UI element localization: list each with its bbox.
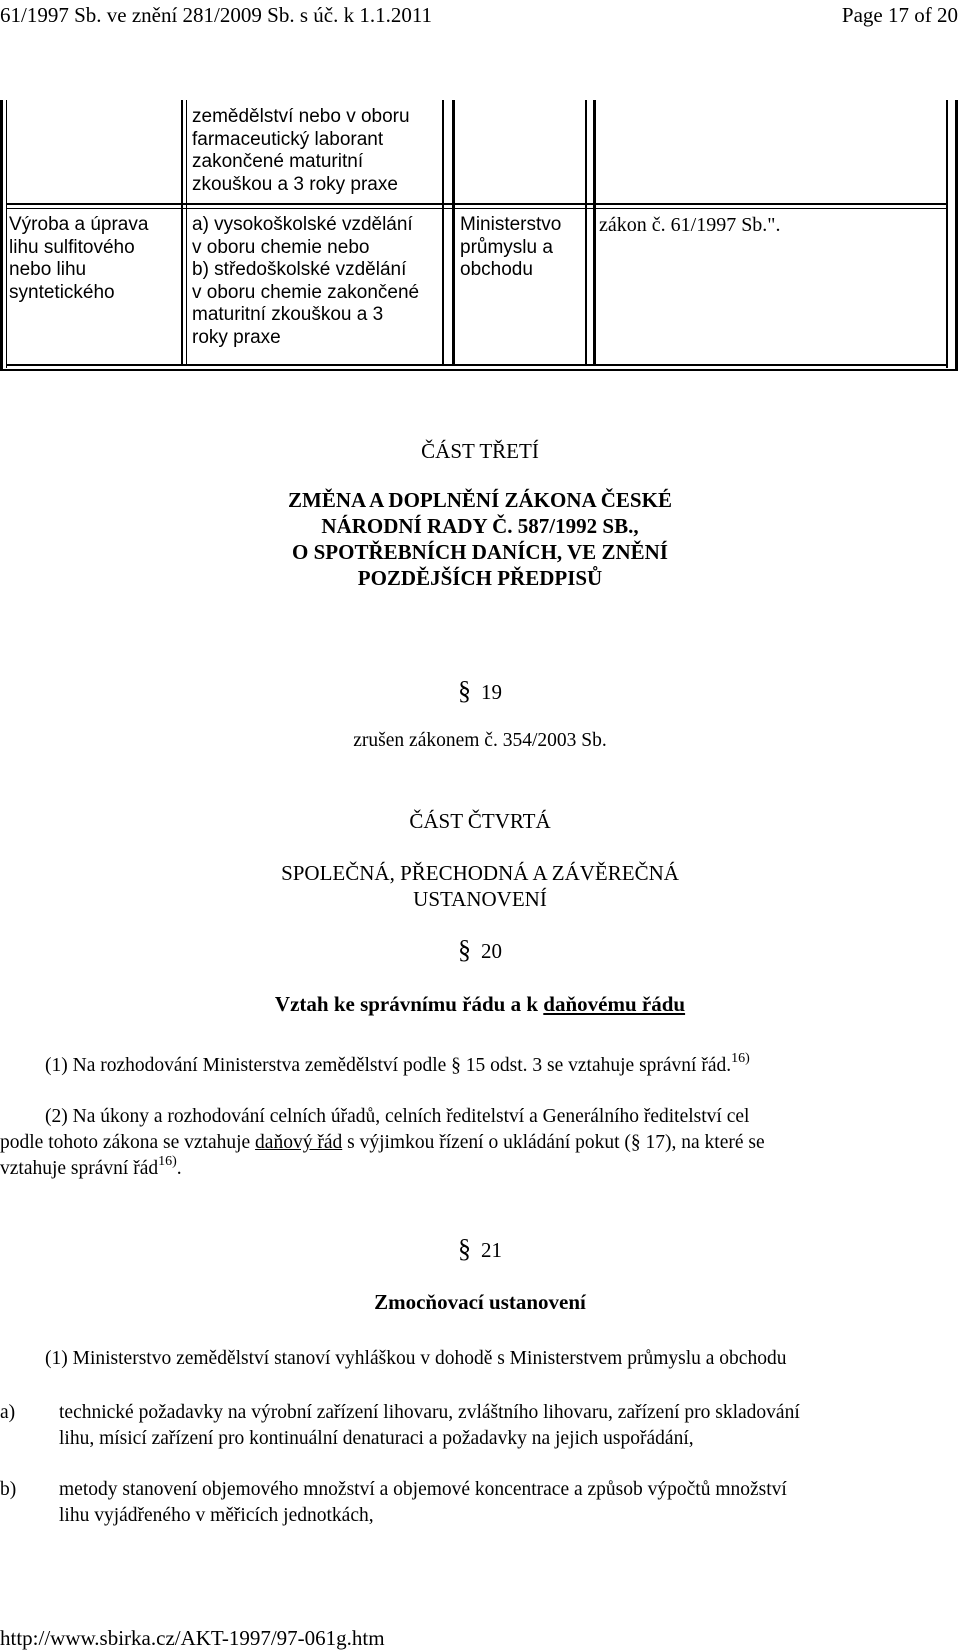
cell-line: maturitní zkouškou a 3 (192, 304, 384, 325)
section-number-value: 19 (481, 680, 502, 704)
cell-line: a) vysokoškolské vzdělání (192, 214, 413, 235)
tax-code-link[interactable]: daňovému řádu (543, 992, 686, 1016)
cell-line: obchodu (460, 259, 533, 280)
section-symbol: § (451, 1055, 461, 1076)
cell-line: nebo lihu (9, 259, 87, 280)
table-border (585, 100, 587, 366)
paragraph-line: technické požadavky na výrobní zařízení lihovaru, zvláštního lihovaru, zařízení pro skladování (59, 1402, 800, 1423)
section-symbol: § (630, 1132, 641, 1153)
part-title (0, 860, 960, 912)
section-number (0, 1236, 960, 1263)
qualification-cell-continued (192, 106, 410, 196)
table-border (955, 100, 958, 370)
cell-line: lihu sulfitového (9, 236, 135, 258)
table-border (186, 100, 187, 366)
tax-code-link[interactable]: daňový řád (255, 1132, 343, 1153)
section-symbol: § (458, 935, 471, 964)
paragraph-text: . (176, 1158, 182, 1179)
source-url: http://www.sbirka.cz/AKT-1997/97-061g.htm (0, 1626, 385, 1650)
part-heading: ČÁST TŘETÍ (421, 439, 539, 463)
paragraph-line: (2) Na úkony a rozhodování celních úřadů, celních ředitelství a Generálního ředitelství cel (45, 1106, 750, 1127)
footnote-ref[interactable]: 16) (158, 1154, 177, 1169)
section-number (0, 937, 960, 964)
title-line: POZDĚJŠÍCH PŘEDPISŮ (357, 566, 603, 590)
page-number: Page 17 of 20 (841, 3, 958, 27)
qualification-cell (192, 214, 419, 349)
section-title: Zmocňovací ustanovení (374, 1290, 586, 1314)
paragraph-text: s výjimkou řízení o ukládání pokut ( (342, 1132, 631, 1153)
list-item-text (59, 1400, 800, 1452)
section-symbol: § (458, 1234, 471, 1263)
authority-cell (460, 214, 561, 282)
title-line: NÁRODNÍ RADY Č. 587/1992 SB., (321, 514, 639, 538)
cell-line: roky praxe (192, 326, 281, 348)
cell-line: v oboru chemie nebo (192, 236, 370, 258)
list-item-label: a) (0, 1402, 16, 1423)
cell-line: Ministerstvo (460, 214, 562, 235)
section-title-text: Vztah ke správnímu řádu a k (274, 992, 544, 1016)
table-border (6, 100, 7, 368)
note-cell: zákon č. 61/1997 Sb.". (599, 214, 781, 236)
section-number-value: 21 (481, 1238, 502, 1262)
cell-line: syntetického (9, 281, 115, 303)
paragraph-text: podle tohoto zákona se vztahuje (0, 1132, 256, 1153)
paragraph-line: lihu, mísicí zařízení pro kontinuální denaturaci a požadavky na jejich uspořádání, (59, 1428, 694, 1449)
table-border (593, 100, 596, 366)
table-row-divider (6, 203, 948, 205)
paragraph-text: 17), na které se (640, 1132, 765, 1153)
part-title (0, 487, 960, 591)
paragraph-line: metody stanovení objemového množství a objemové koncentrace a způsob výpočtů množství (59, 1479, 787, 1500)
paragraph-text: vztahuje správní řád (0, 1158, 159, 1179)
paragraph-20-2 (0, 1104, 960, 1184)
section-number-value: 20 (481, 939, 502, 963)
paragraph-20-1 (45, 1053, 750, 1081)
cell-line: v oboru chemie zakončené (192, 281, 420, 303)
cell-line: Výroba a úprava (9, 214, 149, 235)
table-row-divider (6, 208, 948, 209)
section-title (0, 991, 960, 1017)
table-border (181, 100, 183, 366)
cell-line: zemědělství nebo v oboru (192, 106, 410, 127)
part-heading: ČÁST ČTVRTÁ (409, 809, 551, 833)
table-border (0, 100, 3, 370)
table-border (452, 100, 455, 366)
title-line: ZMĚNA A DOPLNĚNÍ ZÁKONA ČESKÉ (288, 488, 672, 512)
document-header-title: 61/1997 Sb. ve znění 281/2009 Sb. s úč. k 1.1.2011 (0, 3, 433, 27)
list-item-label: b) (0, 1479, 17, 1500)
table-border (946, 100, 948, 368)
cell-line: zakončené maturitní (192, 151, 364, 172)
cell-line: zkouškou a 3 roky praxe (192, 173, 398, 195)
list-item-text (59, 1477, 787, 1529)
title-line: SPOLEČNÁ, PŘECHODNÁ A ZÁVĚREČNÁ (281, 861, 679, 885)
activity-cell (9, 214, 148, 304)
section-symbol: § (458, 676, 471, 705)
title-line: O SPOTŘEBNÍCH DANÍCH, VE ZNĚNÍ (292, 540, 668, 564)
paragraph-21-1: (1) Ministerstvo zemědělství stanoví vyhláškou v dohodě s Ministerstvem průmyslu a obchodu (45, 1348, 787, 1369)
paragraph-text: (1) Na rozhodování Ministerstva zemědělství podle (45, 1055, 452, 1076)
section-repealed-text: zrušen zákonem č. 354/2003 Sb. (353, 730, 607, 751)
section-number (0, 678, 960, 705)
paragraph-line (0, 1130, 960, 1156)
cell-line: farmaceutický laborant (192, 128, 384, 150)
table-border (442, 100, 444, 366)
table-row-divider (6, 364, 948, 366)
paragraph-line: lihu vyjádřeného v měřicích jednotkách, (59, 1505, 374, 1526)
table-row-divider (0, 369, 958, 371)
title-line: USTANOVENÍ (413, 887, 547, 911)
cell-line: průmyslu a (460, 236, 553, 258)
footnote-ref[interactable]: 16) (731, 1051, 750, 1066)
paragraph-line (0, 1156, 960, 1184)
paragraph-text: 15 odst. 3 se vztahuje správní řád. (460, 1055, 732, 1076)
cell-line: b) středoškolské vzdělání (192, 259, 407, 280)
